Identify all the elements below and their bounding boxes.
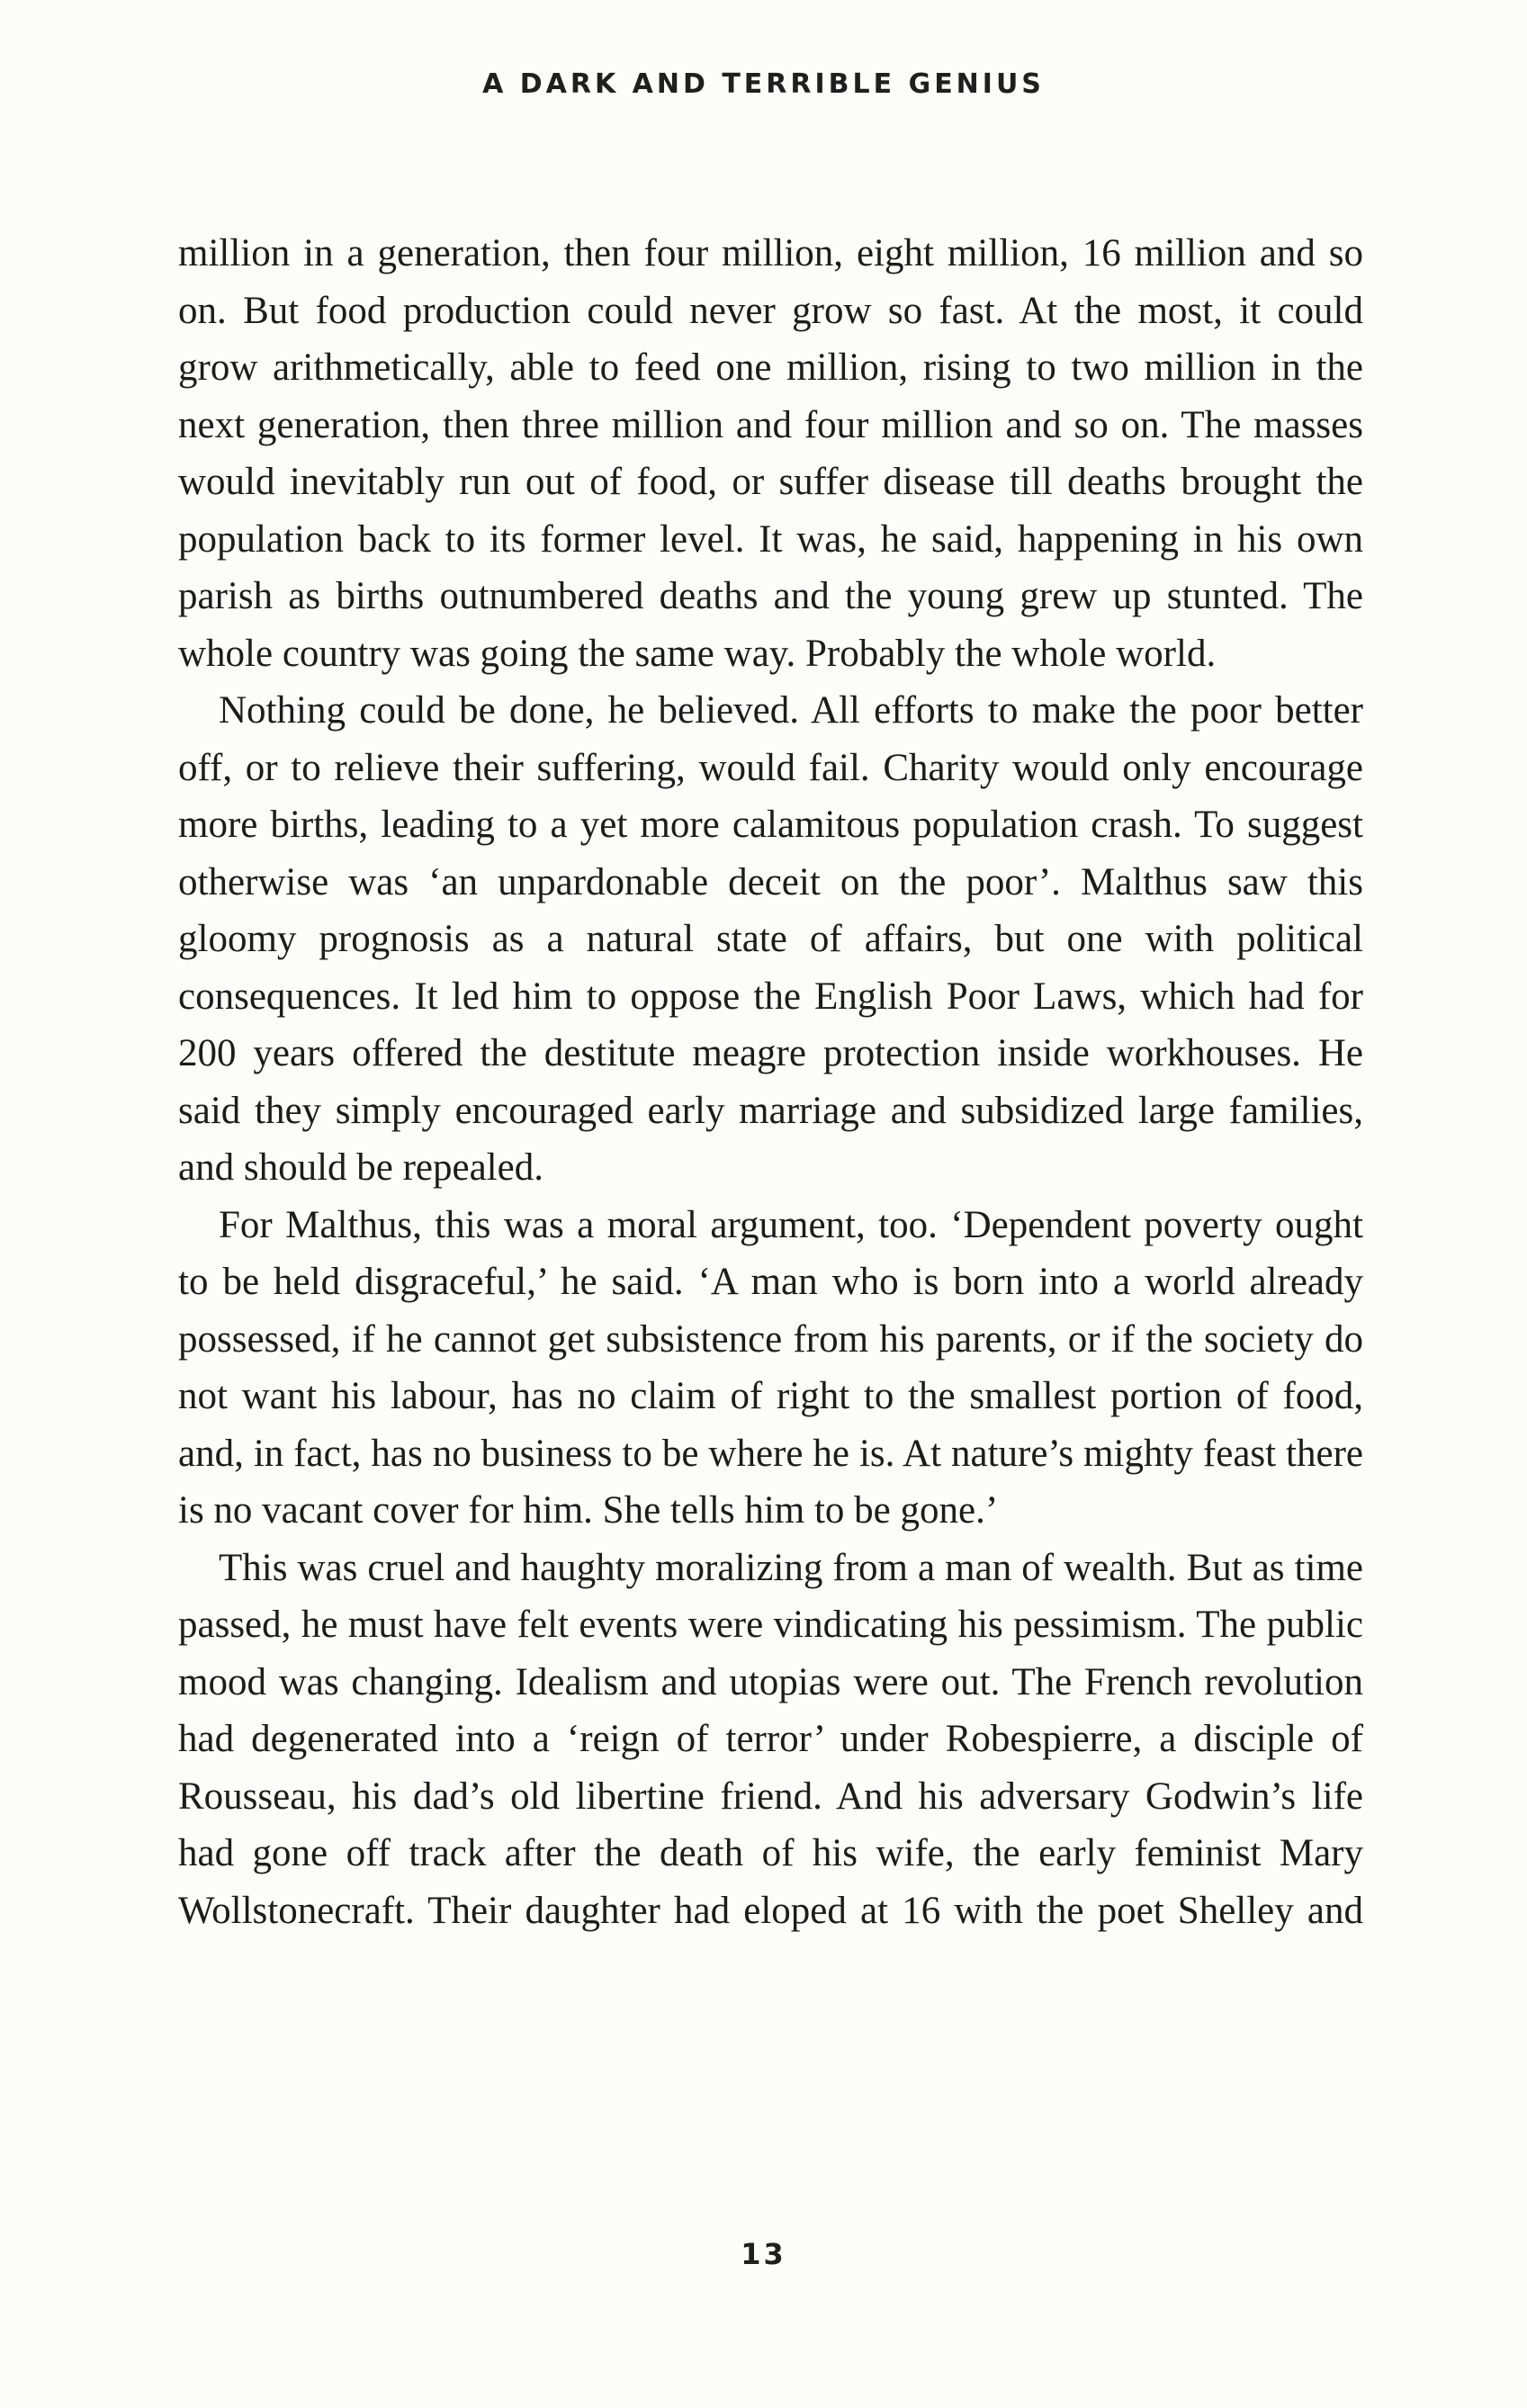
paragraph-4: This was cruel and haughty moralizing from a man of wealth. But as time passed, he must have felt events were vindicating his pessimism. The public mood was changing. Idealism and utopias were out. The French revolution had degenerated into a ‘reign of terror’ under Robespierre, a disciple of Rousseau, his dad’s old libertine friend. And his adversary Godwin’s life had gone off track after the death of his wife, the early feminist Mary Wollstonecraft. Their daughter had eloped at 16 with the poet Shelley and	[178, 1546, 1363, 1932]
page-number: 13	[741, 2237, 786, 2271]
running-head: A DARK AND TERRIBLE GENIUS	[482, 68, 1045, 100]
body-text	[178, 225, 1363, 1939]
paragraph-1: million in a generation, then four million, eight million, 16 million and so on. But food production could never grow so fast. At the most, it could grow arithmetically, able to feed one million, rising to two million in the next generation, then three million and four million and so on. The masses would inevitably run out of food, or suffer disease till deaths brought the population back to its former level. It was, he said, happening in his own parish as births outnumbered deaths and the young grew up stunted. The whole country was going the same way. Probably the whole world.	[178, 232, 1363, 675]
paragraph-3: For Malthus, this was a moral argument, too. ‘Dependent poverty ought to be held disgraceful,’ he said. ‘A man who is born into a world already possessed, if he cannot get subsistence from his parents, or if the society do not want his labour, has no claim of right to the smallest portion of food, and, in fact, has no business to be where he is. At nature’s mighty feast there is no vacant cover for him. She tells him to be gone.’	[178, 1203, 1363, 1532]
paragraph-2: Nothing could be done, he believed. All efforts to make the poor better off, or to relieve their suffering, would fail. Charity would only encourage more births, leading to a yet more calamitous population crash. To suggest otherwise was ‘an unpardonable deceit on the poor’. Malthus saw this gloomy prognosis as a natural state of affairs, but one with political consequences. It led him to oppose the English Poor Laws, which had for 200 years offered the destitute meagre protection inside workhouses. He said they simply encouraged early marriage and subsidized large families, and should be repealed.	[178, 689, 1363, 1189]
